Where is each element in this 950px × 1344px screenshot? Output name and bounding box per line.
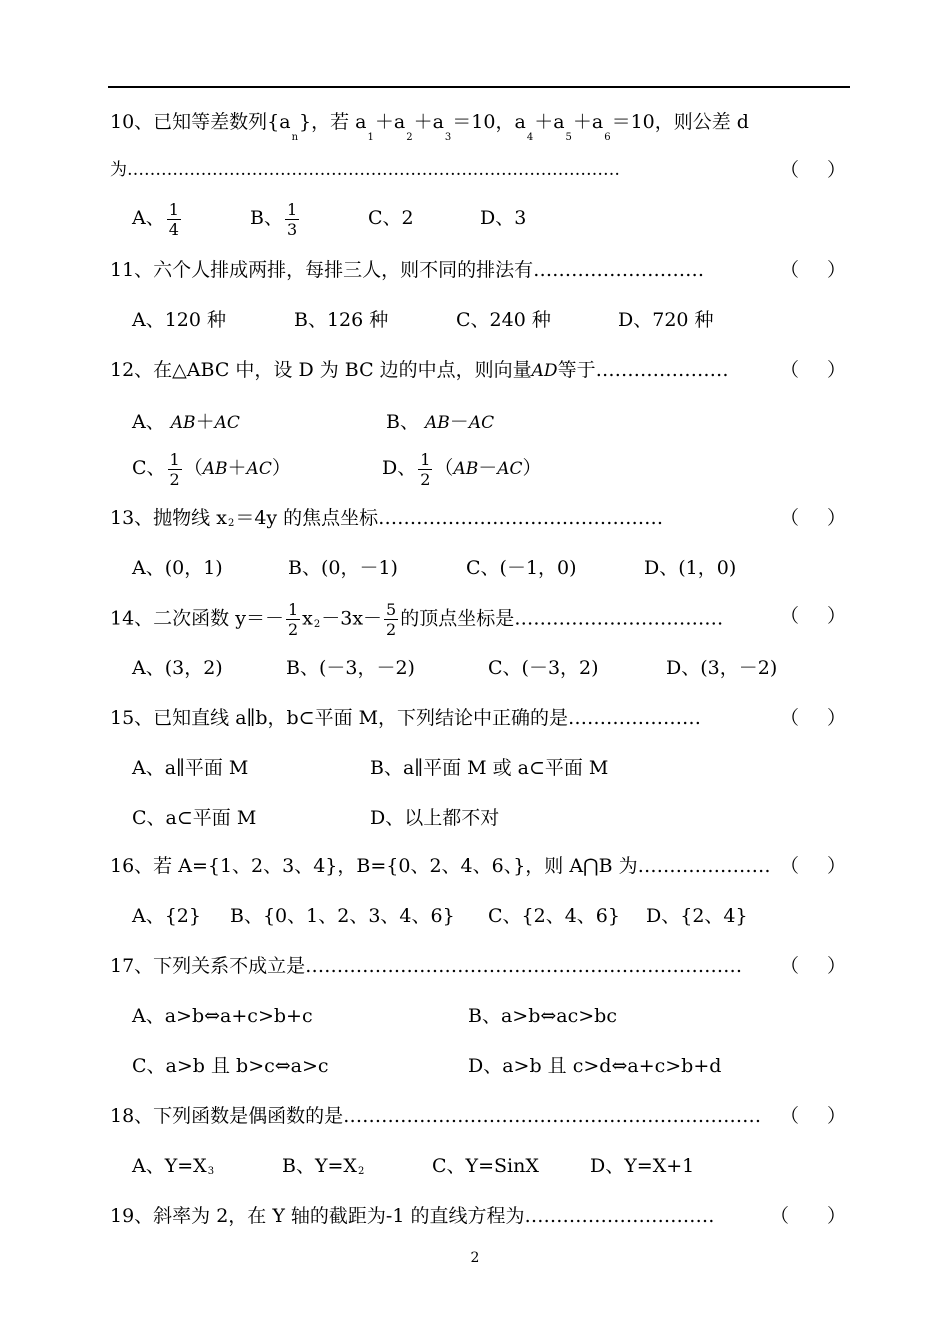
question-19-stem: 19、斜率为 2，在 Y 轴的截距为-1 的直线方程为………………………… （ ）: [110, 1205, 846, 1227]
option-b[interactable]: B、(0，－1): [288, 557, 398, 579]
question-15-options-row1: [132, 748, 692, 788]
question-11-options: [132, 300, 732, 340]
option-b[interactable]: B、Y=X2: [282, 1155, 365, 1177]
option-c[interactable]: C、(－3，2): [488, 657, 599, 679]
question-11-stem: 11、六个人排成两排，每排三人，则不同的排法有……………………… （ ）: [110, 259, 846, 281]
question-10-stem: 10、已知等差数列$\{a_n\}$，若 $a_1+a_2+a_3=10$，$a_4+a_5+a_6=10$，则公差 d: [110, 111, 749, 143]
option-b[interactable]: B、a>b⇔ac>bc: [468, 1005, 617, 1027]
option-d[interactable]: D、以上都不对: [370, 807, 500, 829]
option-c[interactable]: C、Y=SinX: [432, 1155, 539, 1177]
option-a[interactable]: A、a>b⇔a+c>b+c: [132, 1005, 313, 1027]
option-b[interactable]: B、{0、1、2、3、4、6}: [230, 905, 455, 927]
question-18-stem: 18、下列函数是偶函数的是………………………………………………………… （ ）: [110, 1105, 846, 1127]
question-14-stem: 14、二次函数 y＝－ $\frac{1}{2}$ x2－3x－ $\frac{5}{2}$ 的顶点坐标是…………………………… （ ）: [110, 600, 846, 639]
option-d[interactable]: D、 $\frac{1}{2}$ （AB－AC）: [382, 449, 542, 489]
header-rule: [108, 86, 850, 88]
question-12-options-row1: [132, 402, 632, 442]
option-c[interactable]: C、2: [368, 207, 414, 229]
option-a[interactable]: A、Y=X3: [132, 1155, 215, 1177]
page-number: 2: [470, 1250, 480, 1266]
question-13-options: [132, 548, 762, 588]
question-17-options-row2: [132, 1046, 732, 1086]
option-b[interactable]: B、126 种: [294, 309, 389, 331]
option-c[interactable]: C、240 种: [456, 309, 551, 331]
option-d[interactable]: D、{2、4}: [646, 905, 748, 927]
option-c[interactable]: C、(－1，0): [466, 557, 577, 579]
option-b[interactable]: B、 $\frac{1}{3}$: [250, 199, 298, 239]
option-b[interactable]: B、(－3，－2): [286, 657, 415, 679]
question-10-options: [132, 198, 632, 238]
option-c[interactable]: C、a>b 且 b>c⇔a>c: [132, 1055, 329, 1077]
option-d[interactable]: D、(1，0): [644, 557, 737, 579]
question-17-options-row1: [132, 996, 732, 1036]
option-a[interactable]: A、120 种: [132, 309, 227, 331]
option-c[interactable]: C、 $\frac{1}{2}$ （AB＋AC）: [132, 449, 291, 489]
option-a[interactable]: A、 AB＋AC: [132, 411, 240, 433]
question-15-options-row2: [132, 798, 692, 838]
question-13-stem: 13、抛物线 x2＝4y 的焦点坐标……………………………………… （ ）: [110, 507, 846, 529]
option-d[interactable]: D、720 种: [618, 309, 714, 331]
question-17-stem: 17、下列关系不成立是…………………………………………………………… （ ）: [110, 955, 846, 977]
option-a[interactable]: A、(0，1): [132, 557, 223, 579]
option-a[interactable]: A、 $\frac{1}{4}$: [132, 199, 179, 239]
option-a[interactable]: A、a∥平面 M: [132, 757, 249, 779]
option-d[interactable]: D、(3，－2): [666, 657, 778, 679]
option-a[interactable]: A、(3，2): [132, 657, 223, 679]
option-d[interactable]: D、Y=X+1: [590, 1155, 695, 1177]
question-10-stem-cont: 为…………………………………………………………………………… （ ）: [110, 159, 846, 181]
option-b[interactable]: B、a∥平面 M 或 a⊂平面 M: [370, 757, 609, 779]
question-16-options: [132, 896, 772, 936]
question-15-stem: 15、已知直线 a∥b，b⊂平面 M，下列结论中正确的是………………… （ ）: [110, 707, 846, 729]
option-d[interactable]: D、a>b 且 c>d⇔a+c>b+d: [468, 1055, 722, 1077]
option-a[interactable]: A、{2}: [132, 905, 201, 927]
option-b[interactable]: B、 AB－AC: [386, 411, 495, 433]
question-12-stem: 12、在△ABC 中，设 D 为 BC 边的中点，则向量AD等于………………… （ ）: [110, 359, 846, 381]
option-d[interactable]: D、3: [480, 207, 527, 229]
question-12-options-row2: [132, 448, 632, 488]
option-c[interactable]: C、{2、4、6}: [488, 905, 620, 927]
question-18-options: [132, 1146, 712, 1186]
question-14-options: [132, 648, 812, 688]
option-c[interactable]: C、a⊂平面 M: [132, 807, 257, 829]
question-16-stem: 16、若 A={1、2、3、4}，B={0、2、4、6、}，则 A⋂B 为………………… （ ）: [110, 855, 846, 877]
